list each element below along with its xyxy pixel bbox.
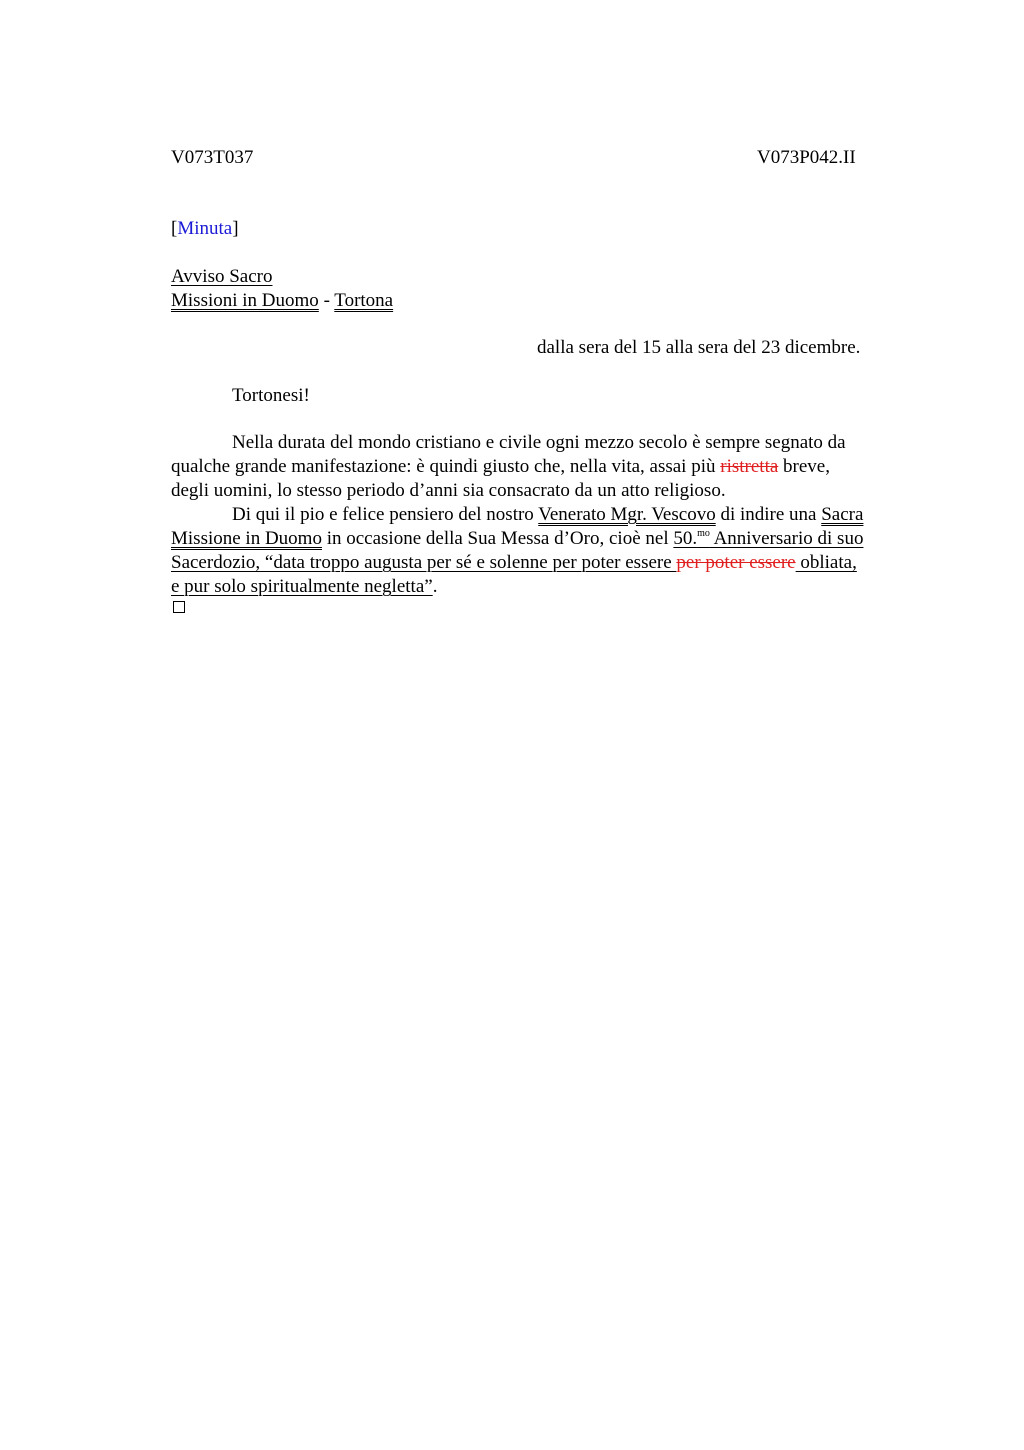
date-line: dalla sera del 15 alla sera del 23 dicembre. — [537, 337, 861, 358]
title-missioni-duomo: Missioni in Duomo — [171, 290, 319, 311]
paragraph-2-line-4 — [171, 575, 931, 599]
paragraph-1-line-2-text-a: qualche grande manifestazione: è quindi giusto che, nella vita, assai più — [171, 456, 721, 477]
document-code-right: V073P042.II — [757, 147, 856, 168]
paragraph-2-line-1 — [171, 503, 931, 527]
minuta-label — [171, 217, 239, 241]
minuta-close-bracket: ] — [232, 218, 239, 239]
salutation: Tortonesi! — [232, 385, 310, 406]
paragraph-2 — [171, 503, 931, 599]
anniversario-text: Anniversario di suo — [709, 528, 864, 549]
paragraph-2-line-1-text-a: Di qui il pio e felice pensiero del nostro — [232, 504, 539, 525]
obliata-text: obliata, — [795, 552, 857, 573]
minuta-open-bracket: [ — [171, 218, 178, 239]
fiftieth-superscript: mo — [697, 528, 710, 539]
paragraph-2-end-period: . — [432, 576, 438, 597]
sacra-underlined: Sacra — [821, 504, 864, 525]
paragraph-2-line-1-text-b: di indire una — [715, 504, 822, 525]
paragraph-2-line-2 — [171, 527, 931, 551]
paragraph-2-line-3 — [171, 551, 931, 575]
paragraph-1 — [171, 431, 931, 503]
paragraph-1-line-3: degli uomini, lo stesso periodo d’anni sia consacrato da un atto religioso. — [171, 480, 726, 501]
deleted-word-ristretta: ristretta — [720, 456, 779, 477]
paragraph-1-line-1: Nella durata del mondo cristiano e civile ogni mezzo secolo è sempre segnato da — [232, 432, 846, 453]
venerato-vescovo: Venerato Mgr. Vescovo — [538, 504, 716, 525]
fiftieth-number — [673, 528, 710, 549]
minuta-text: Minuta — [177, 218, 233, 239]
paragraph-1-line-2-text-b: breve, — [778, 456, 830, 477]
fiftieth-value: 50. — [673, 528, 698, 549]
missione-in-duomo: Missione in Duomo — [171, 528, 322, 549]
deleted-phrase: per poter essere — [676, 552, 796, 573]
paragraph-1-line-2 — [171, 455, 931, 479]
title-tortona: Tortona — [334, 290, 394, 311]
empty-checkbox[interactable] — [173, 601, 185, 613]
title-avviso-sacro: Avviso Sacro — [171, 266, 273, 287]
title-separator: - — [318, 290, 335, 311]
sacerdozio-quote: Sacerdozio, “data troppo augusta per sé e solenne per poter essere — [171, 552, 677, 573]
document-code-left: V073T037 — [171, 147, 254, 168]
negletta-quote: e pur solo spiritualmente negletta” — [171, 576, 433, 597]
title-missioni — [171, 289, 393, 313]
paragraph-2-line-2-text-a: in occasione della Sua Messa d’Oro, cioè nel — [321, 528, 674, 549]
